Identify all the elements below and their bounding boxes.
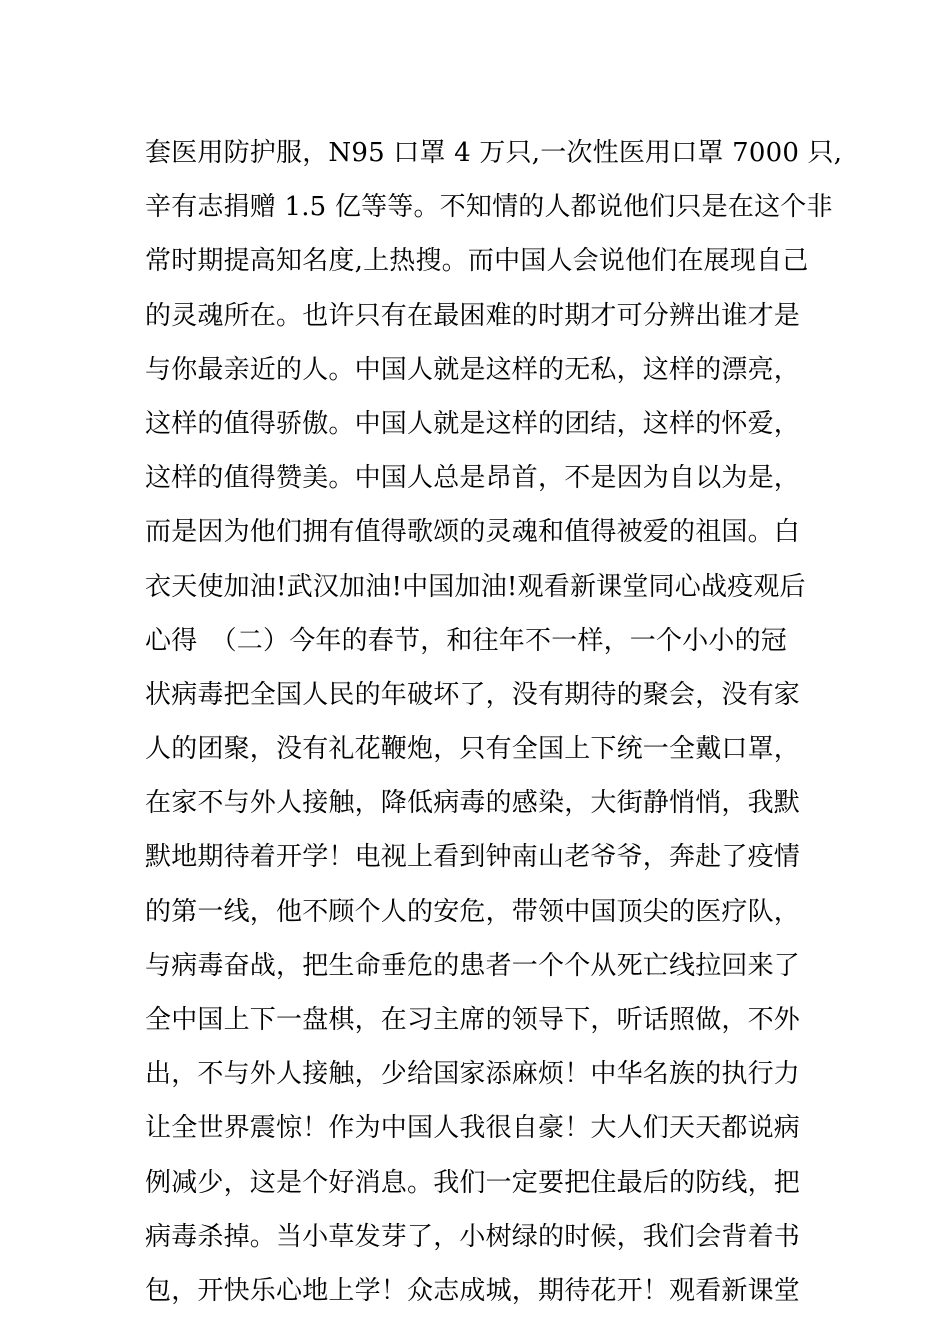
text-line: 这样的值得骄傲。中国人就是这样的团结，这样的怀爱， (145, 408, 801, 439)
text-line: 病毒杀掉。当小草发芽了，小树绿的时候，我们会背着书 (145, 1221, 801, 1252)
text-line: 这样的值得赞美。中国人总是昂首，不是因为自以为是， (145, 463, 801, 494)
text-line: 的灵魂所在。也许只有在最困难的时期才可分辨出谁才是 (145, 300, 801, 331)
text-line: 全中国上下一盘棋，在习主席的领导下，听话照做，不外 (145, 1005, 801, 1035)
text-line: 在家不与外人接触，降低病毒的感染，大街静悄悄，我默 (145, 788, 801, 819)
text-line: 包，开快乐心地上学！众志成城，期待花开！观看新课堂 (145, 1275, 801, 1306)
text-line: 常时期提高知名度,上热搜。而中国人会说他们在展现自己 (145, 246, 809, 277)
text-line: 而是因为他们拥有值得歌颂的灵魂和值得被爱的祖国。白 (145, 517, 801, 548)
text-line: 与病毒奋战，把生命垂危的患者一个个从死亡线拉回来了 (145, 950, 801, 981)
text-line: 默地期待着开学！电视上看到钟南山老爷爷，奔赴了疫情 (145, 842, 801, 873)
text-line: 套医用防护服，N95 口罩 4 万只,一次性医用口罩 7000 只, (145, 138, 843, 168)
text-line: 人的团聚，没有礼花鞭炮，只有全国上下统一全戴口罩， (145, 734, 801, 765)
text-line: 衣天使加油!武汉加油!中国加油!观看新课堂同心战疫观后 (145, 571, 806, 602)
text-line: 心得 （二）今年的春节，和往年不一样，一个小小的冠 (145, 625, 788, 656)
body-text (145, 126, 843, 1318)
text-line: 状病毒把全国人民的年破坏了，没有期待的聚会，没有家 (145, 679, 801, 710)
text-line: 例减少，这是个好消息。我们一定要把住最后的防线，把 (145, 1167, 801, 1198)
text-line: 让全世界震惊！作为中国人我很自豪！大人们天天都说病 (145, 1113, 801, 1144)
text-line: 的第一线，他不顾个人的安危，带领中国顶尖的医疗队， (145, 896, 801, 927)
text-line: 与你最亲近的人。中国人就是这样的无私，这样的漂亮， (145, 354, 801, 385)
text-line: 辛有志捐赠 1.5 亿等等。不知情的人都说他们只是在这个非 (145, 192, 833, 223)
text-line: 出，不与外人接触，少给国家添麻烦！中华名族的执行力 (145, 1059, 801, 1090)
